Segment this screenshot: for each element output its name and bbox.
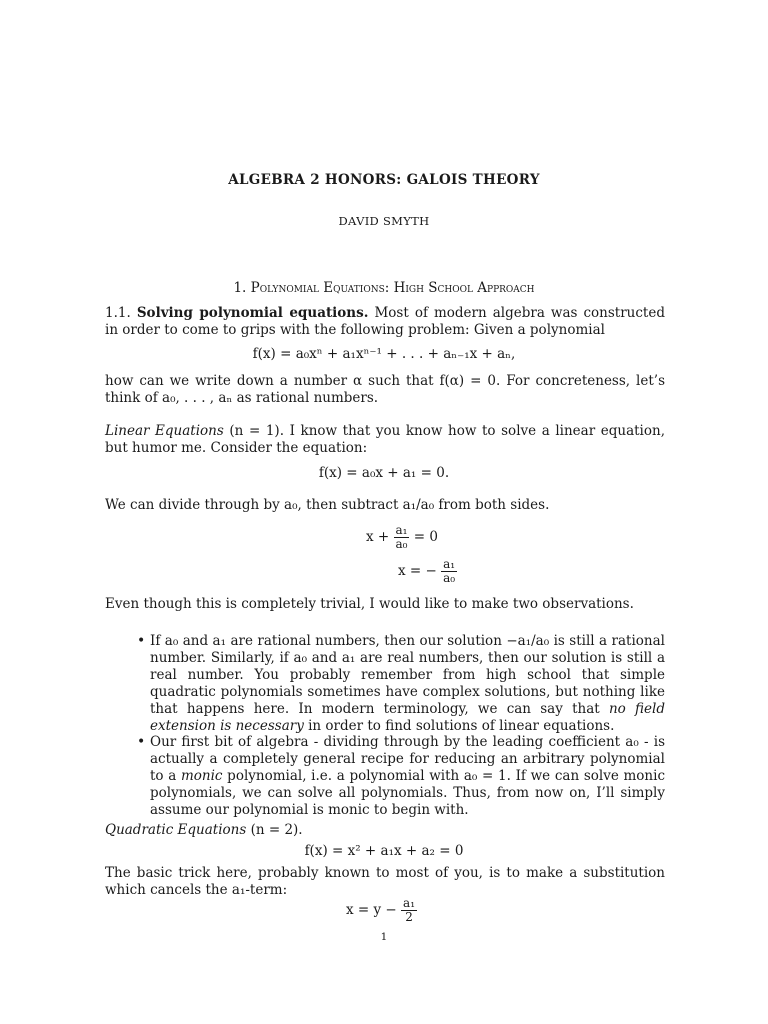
author-name: DAVID SMYTH	[338, 214, 430, 228]
linear-case: (n = 1).	[229, 423, 284, 439]
bullet-text	[150, 633, 665, 735]
bullet-emphasis: monic	[180, 768, 223, 784]
step1-left: x +	[366, 529, 390, 545]
step2-denominator: a₀	[443, 571, 456, 585]
bullet-icon: •	[137, 633, 146, 649]
subsection-paragraph	[105, 305, 665, 339]
trick-paragraph: The basic trick here, probably known to most of you, is to make a substitution which cancels the a₁-term:	[105, 865, 665, 898]
section-title: Polynomial Equations: High School Approach	[250, 280, 535, 296]
substitution-equation	[346, 897, 417, 924]
paper-title: ALGEBRA 2 HONORS: GALOIS THEORY	[228, 172, 540, 188]
substitution-left: x = y −	[346, 902, 397, 918]
linear-equation: f(x) = a₀x + a₁ = 0.	[318, 465, 450, 481]
step1-right: = 0	[413, 529, 438, 545]
subsection-number: 1.1.	[105, 305, 131, 321]
quadratic-equation: f(x) = x² + a₁x + a₂ = 0	[304, 843, 464, 859]
section-number: 1.	[233, 280, 247, 296]
step1-numerator: a₁	[395, 523, 408, 537]
linear-equations-label: Linear Equations	[105, 423, 224, 439]
quadratic-case: (n = 2).	[250, 822, 303, 838]
substitution-denominator: 2	[405, 910, 413, 924]
divide-paragraph: We can divide through by a₀, then subtract a₁/a₀ from both sides.	[105, 497, 550, 513]
step2-fraction	[441, 558, 457, 585]
page-number: 1	[380, 931, 388, 943]
step2-numerator: a₁	[443, 557, 456, 571]
linear-step-2	[398, 558, 457, 585]
subsection-heading: Solving polynomial equations.	[136, 305, 369, 321]
bullet-emphasis: no field extension is necessary	[150, 701, 665, 734]
linear-step-1	[366, 524, 438, 551]
bullet-icon: •	[137, 734, 146, 750]
section-heading	[0, 280, 768, 297]
bullet-text-after: polynomial, i.e. a polynomial with a₀ = 1. If we can solve monic polynomials, we can solve all polynomials. Thus, from now on, I’ll simply assume our polynomial is monic to begin with.	[150, 768, 666, 818]
subsection-text: Most of modern algebra was constructed in order to come to grips with the following problem: Given a polynomial	[105, 305, 665, 338]
bullet-text-before: Our first bit of algebra - dividing through by the leading coefficient a₀ - is actually a completely general recipe for reducing an arbitrary polynomial to a	[150, 734, 665, 784]
bullet-text-after: in order to find solutions of linear equations.	[303, 718, 615, 734]
bullet-text-before: If a₀ and a₁ are rational numbers, then our solution −a₁/a₀ is still a rational number. Similarly, if a₀ and a₁ are real numbers, then our solution is still a real number. You probably remember from high school that simple quadratic polynomials sometimes have complex solutions, but nothing like that happens here. In modern terminology, we can say that	[150, 633, 665, 717]
substitution-numerator: a₁	[403, 896, 416, 910]
question-paragraph: how can we write down a number α such that f(α) = 0. For concreteness, let’s think of a₀, . . . , aₙ as rational numbers.	[105, 373, 665, 406]
linear-intro: I know that you know how to solve a linear equation, but humor me. Consider the equation:	[105, 423, 665, 456]
linear-equations-paragraph	[105, 423, 665, 457]
step1-denominator: a₀	[395, 537, 408, 551]
bullet-text	[150, 734, 665, 819]
substitution-fraction	[401, 897, 417, 924]
quadratic-equations-label: Quadratic Equations	[105, 822, 247, 838]
step1-fraction	[394, 524, 410, 551]
general-polynomial-equation: f(x) = a₀xⁿ + a₁xⁿ⁻¹ + . . . + aₙ₋₁x + aₙ,	[252, 346, 516, 362]
observations-intro: Even though this is completely trivial, I would like to make two observations.	[105, 596, 634, 612]
quadratic-equations-heading	[105, 822, 665, 839]
step2-left: x = −	[398, 563, 437, 579]
